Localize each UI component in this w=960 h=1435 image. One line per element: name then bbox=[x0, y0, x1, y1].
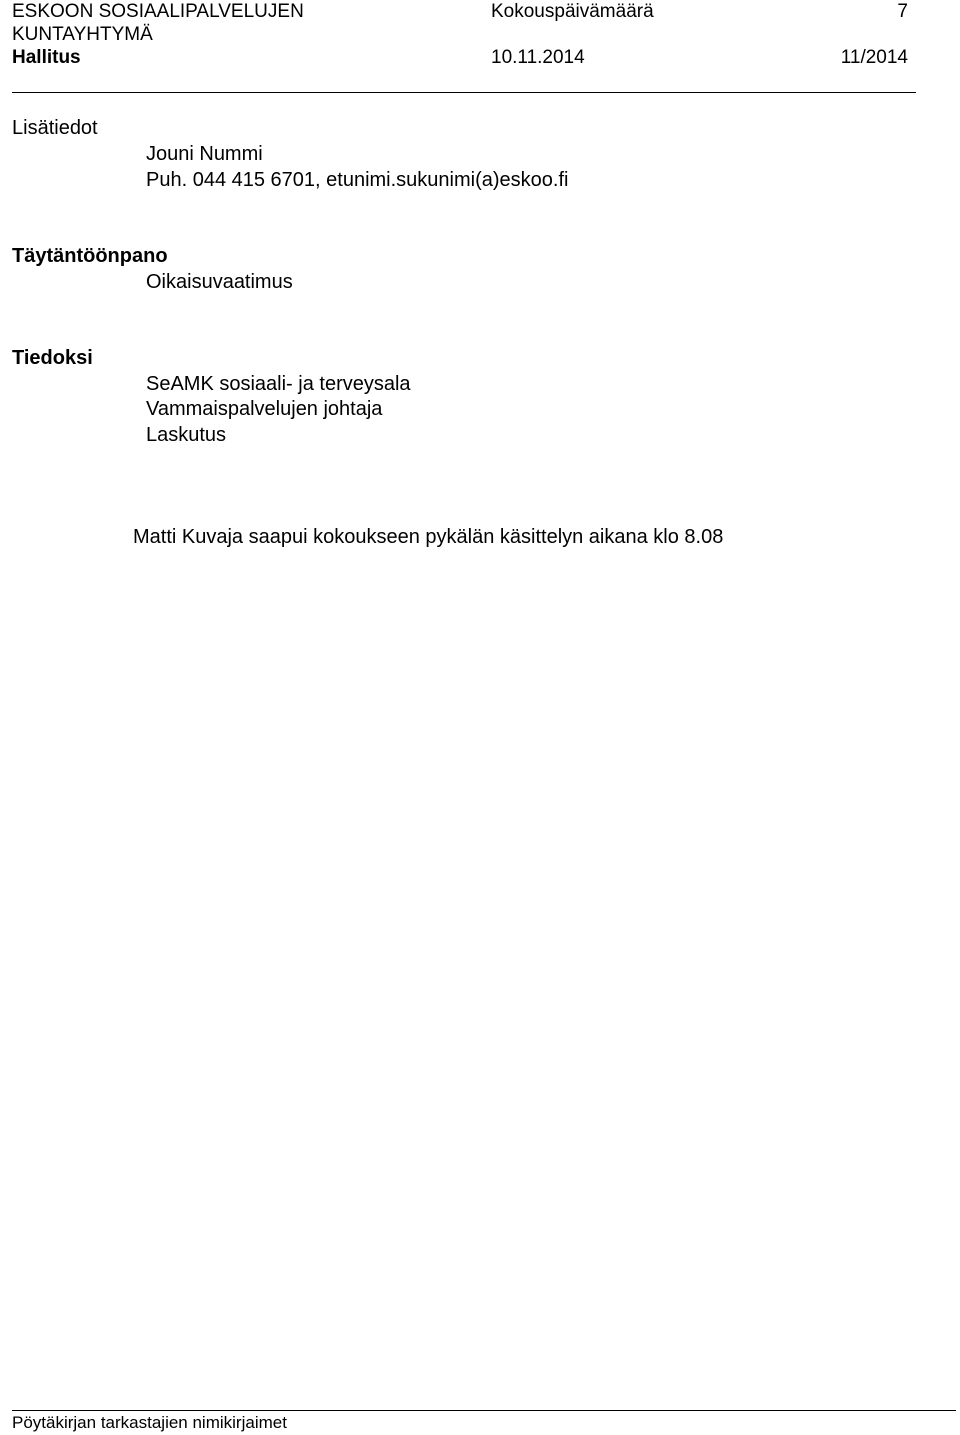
section-heading-tiedoksi: Tiedoksi bbox=[12, 347, 93, 369]
recipient-item: SeAMK sosiaali- ja terveysala bbox=[146, 373, 411, 395]
section-heading-taytantoonpano: Täytäntöönpano bbox=[12, 245, 168, 267]
body-name: Hallitus bbox=[12, 47, 81, 68]
page-number: 7 bbox=[897, 1, 908, 22]
footer-divider bbox=[12, 1410, 956, 1411]
meeting-date: 10.11.2014 bbox=[491, 47, 585, 68]
contact-name: Jouni Nummi bbox=[146, 143, 263, 165]
contact-details: Puh. 044 415 6701, etunimi.sukunimi(a)eskoo.fi bbox=[146, 169, 569, 191]
meeting-note: Matti Kuvaja saapui kokoukseen pykälän käsittelyn aikana klo 8.08 bbox=[133, 526, 724, 548]
header-divider bbox=[12, 92, 916, 93]
date-label: Kokouspäivämäärä bbox=[491, 1, 654, 22]
recipient-item: Laskutus bbox=[146, 424, 227, 446]
enforcement-text: Oikaisuvaatimus bbox=[146, 271, 293, 293]
minutes-number: 11/2014 bbox=[840, 47, 908, 68]
signatures-label: Pöytäkirjan tarkastajien nimikirjaimet bbox=[12, 1413, 287, 1432]
recipient-item: Vammaispalvelujen johtaja bbox=[146, 398, 383, 420]
organization-name-line2: KUNTAYHTYMÄ bbox=[12, 24, 153, 45]
section-heading-lisatiedot: Lisätiedot bbox=[12, 117, 98, 139]
organization-name-line1: ESKOON SOSIAALIPALVELUJEN bbox=[12, 1, 304, 22]
